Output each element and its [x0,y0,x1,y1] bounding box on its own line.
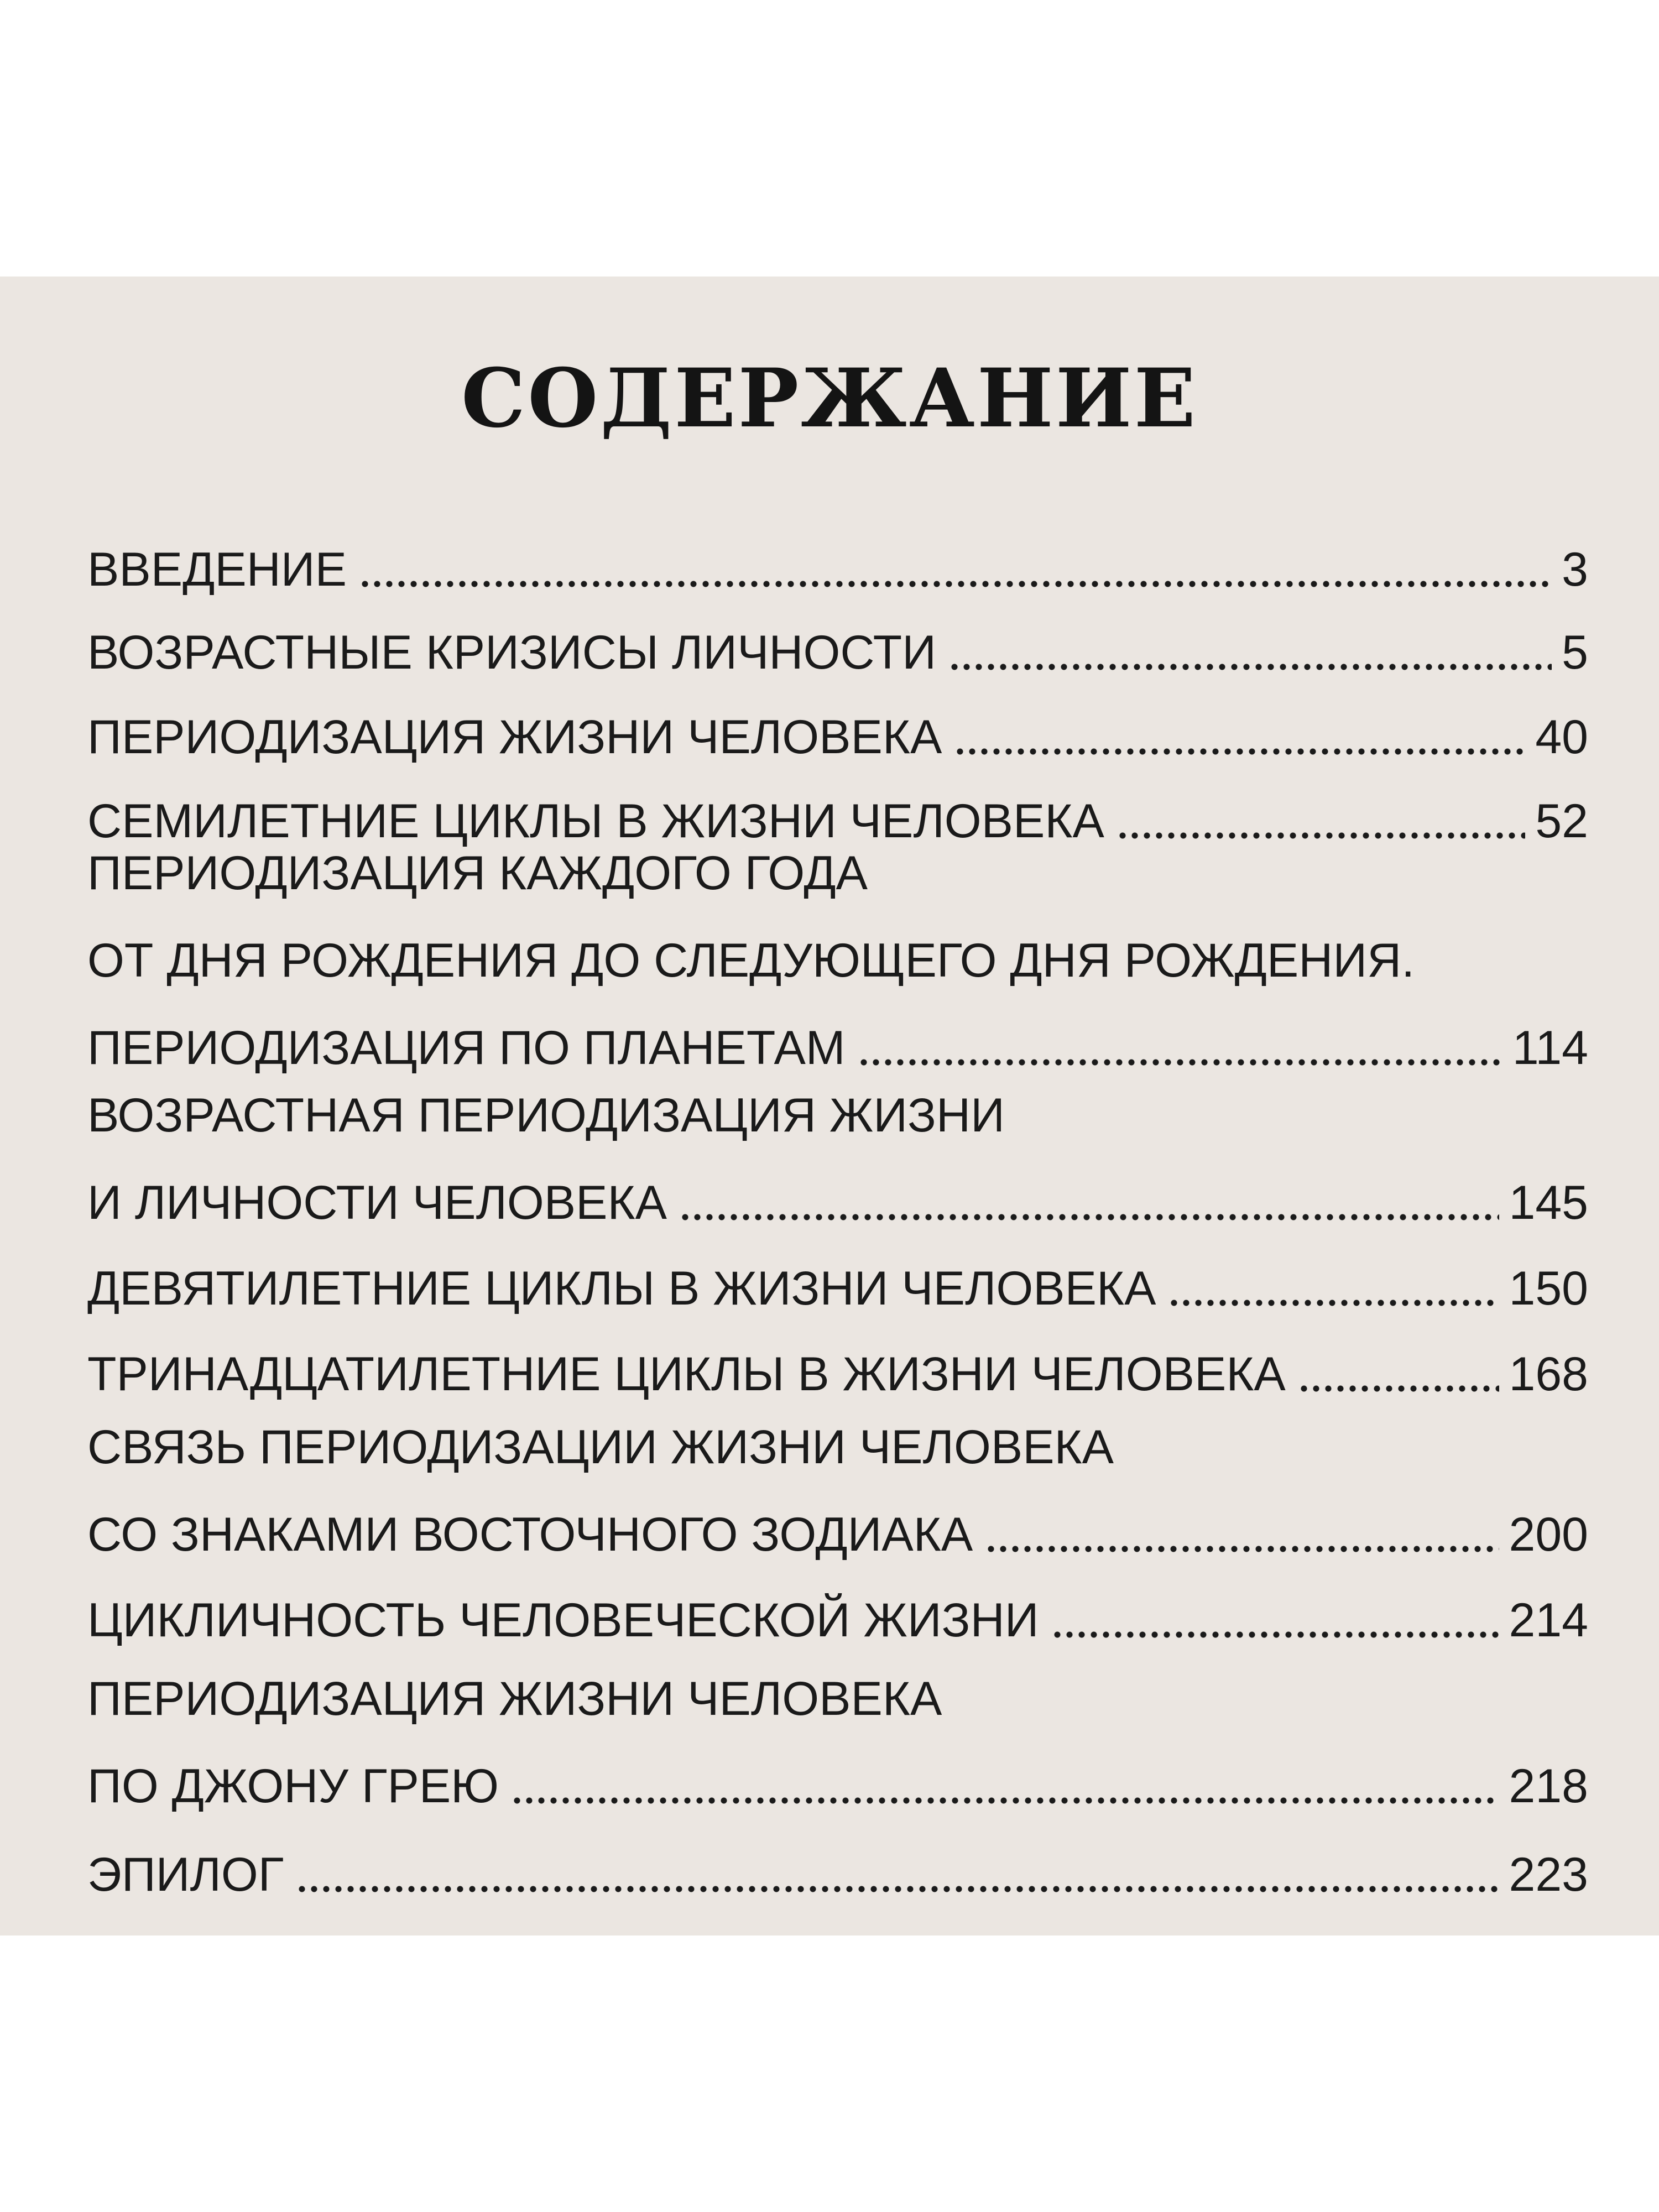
toc-page-number: 40 [1535,711,1588,764]
toc-entry-last-line [87,543,1588,596]
dot-leader [359,580,1552,588]
toc-entry-last-line [87,1348,1588,1401]
toc-entry-last-line [87,1848,1588,1901]
toc-entry [87,1089,1588,1229]
toc-entry-line: ПЕРИОДИЗАЦИЯ КАЖДОГО ГОДА [87,847,868,900]
dot-leader [511,1797,1499,1804]
toc-entry [87,1672,1588,1813]
toc-page-number: 150 [1509,1262,1588,1315]
toc-page-number: 218 [1509,1760,1588,1813]
toc-page-number: 200 [1509,1508,1588,1561]
toc-entry-title: ТРИНАДЦАТИЛЕТНИЕ ЦИКЛЫ В ЖИЗНИ ЧЕЛОВЕКА [87,1348,1286,1401]
toc-entry [87,795,1588,848]
toc-entry-title: ДЕВЯТИЛЕТНИЕ ЦИКЛЫ В ЖИЗНИ ЧЕЛОВЕКА [87,1262,1156,1315]
toc-entry-last-line [87,1508,1588,1561]
toc-page-number: 52 [1535,795,1588,848]
toc-entry-line: ПЕРИОДИЗАЦИЯ ЖИЗНИ ЧЕЛОВЕКА [87,1672,942,1725]
dot-leader [296,1885,1499,1893]
toc-entry-last-line [87,1021,1588,1074]
toc-entry [87,543,1588,596]
toc-entry-title: СЕМИЛЕТНИЕ ЦИКЛЫ В ЖИЗНИ ЧЕЛОВЕКА [87,795,1104,848]
toc-entry-title: ЦИКЛИЧНОСТЬ ЧЕЛОВЕЧЕСКОЙ ЖИЗНИ [87,1594,1039,1647]
dot-leader [1117,832,1525,839]
toc-entry-title: ПЕРИОДИЗАЦИЯ ПО ПЛАНЕТАМ [87,1021,846,1074]
toc-page-number: 223 [1509,1848,1588,1901]
toc-entry-title: И ЛИЧНОСТИ ЧЕЛОВЕКА [87,1176,667,1229]
toc-entry [87,1348,1588,1401]
toc-entry-title: ВВЕДЕНИЕ [87,543,347,596]
dot-leader [858,1058,1503,1066]
toc-entry-line: СВЯЗЬ ПЕРИОДИЗАЦИИ ЖИЗНИ ЧЕЛОВЕКА [87,1421,1114,1474]
toc-entry [87,711,1588,764]
toc-entry-line: ОТ ДНЯ РОЖДЕНИЯ ДО СЛЕДУЮЩЕГО ДНЯ РОЖДЕНИЯ. [87,934,1415,987]
dot-leader [948,663,1552,671]
toc-entry-last-line [87,1176,1588,1229]
dot-leader [1051,1631,1499,1639]
toc-entry-last-line [87,711,1588,764]
toc-entry-last-line [87,1262,1588,1315]
toc-entry [87,626,1588,679]
dot-leader [985,1545,1499,1553]
toc-entry-title: ВОЗРАСТНЫЕ КРИЗИСЫ ЛИЧНОСТИ [87,626,937,679]
toc-entry-line: ВОЗРАСТНАЯ ПЕРИОДИЗАЦИЯ ЖИЗНИ [87,1089,1005,1142]
dot-leader [679,1213,1499,1221]
toc-entry-title: СО ЗНАКАМИ ВОСТОЧНОГО ЗОДИАКА [87,1508,973,1561]
toc-page-number: 114 [1512,1021,1588,1074]
dot-leader [1298,1385,1499,1392]
toc-page-number: 214 [1509,1594,1588,1647]
toc-entry-title: ЭПИЛОГ [87,1848,284,1901]
dot-leader [954,748,1525,755]
toc-entry [87,1262,1588,1315]
page-title: СОДЕРЖАНИЕ [461,351,1198,446]
toc-entry-last-line [87,795,1588,848]
toc-entry [87,1421,1588,1561]
book-page [0,276,1659,1936]
toc-entry-title: ПЕРИОДИЗАЦИЯ ЖИЗНИ ЧЕЛОВЕКА [87,711,942,764]
toc-entry [87,1848,1588,1901]
toc-entry-last-line [87,1594,1588,1647]
toc-page-number: 168 [1509,1348,1588,1401]
toc-entry-title: ПО ДЖОНУ ГРЕЮ [87,1760,499,1813]
toc-entry [87,1594,1588,1647]
toc-entry-last-line [87,626,1588,679]
toc-page-number: 5 [1562,626,1588,679]
toc-entry [87,849,1588,1072]
toc-page-number: 3 [1562,543,1588,596]
dot-leader [1168,1299,1499,1307]
toc-entry-last-line [87,1760,1588,1813]
toc-page-number: 145 [1509,1176,1588,1229]
